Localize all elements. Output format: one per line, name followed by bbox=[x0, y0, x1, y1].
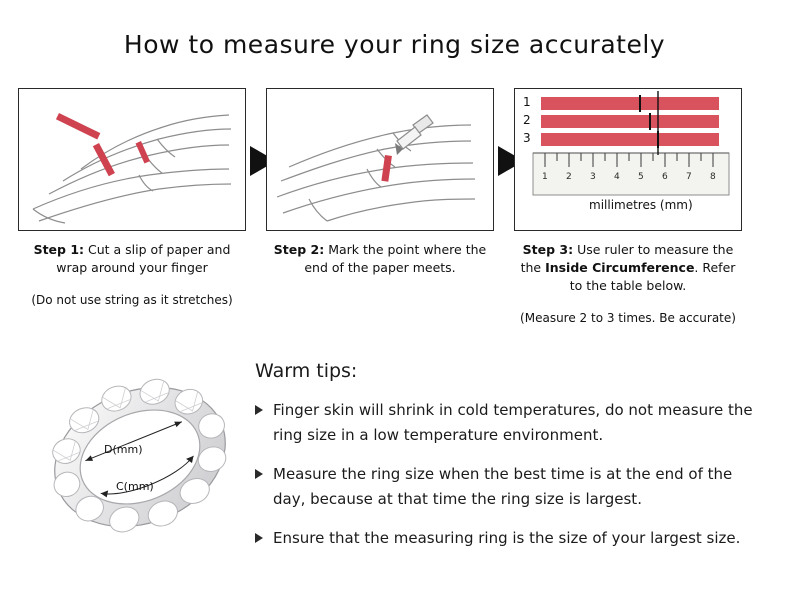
bullet-triangle-icon bbox=[255, 469, 263, 479]
step-3 bbox=[514, 88, 742, 325]
step-2-caption bbox=[266, 241, 494, 277]
bar-label-1: 1 bbox=[523, 95, 531, 109]
svg-text:7: 7 bbox=[686, 172, 692, 182]
tip-text-2: Measure the ring size when the best time is at the end of the day, because at that time the ring size is largest. bbox=[273, 465, 733, 508]
step-1-text: Cut a slip of paper and wrap around your finger bbox=[56, 242, 231, 275]
step-3-label: Step 3: bbox=[522, 242, 574, 257]
step-1-caption bbox=[18, 241, 246, 277]
ring-illustration bbox=[28, 352, 253, 567]
steps-row bbox=[18, 88, 770, 338]
svg-text:4: 4 bbox=[614, 172, 620, 182]
svg-text:5: 5 bbox=[638, 172, 644, 182]
step-1 bbox=[18, 88, 246, 307]
bar-label-3: 3 bbox=[523, 131, 531, 145]
tip-text-3: Ensure that the measuring ring is the size of your largest size. bbox=[273, 529, 741, 547]
step-3-text-c: . Refer to the table below. bbox=[569, 260, 736, 293]
step-3-text-a: Use ruler to measure the the bbox=[520, 242, 734, 275]
list-item bbox=[255, 398, 767, 448]
step-3-caption bbox=[514, 241, 742, 295]
hand-paper-strip-icon bbox=[19, 89, 245, 230]
ruler-measure-icon bbox=[515, 89, 741, 230]
step-3-illustration bbox=[514, 88, 742, 231]
warm-tips-heading: Warm tips: bbox=[255, 360, 358, 382]
hand-marking-pen-icon bbox=[267, 89, 493, 230]
svg-text:1: 1 bbox=[542, 172, 548, 182]
step-1-illustration bbox=[18, 88, 246, 231]
list-item bbox=[255, 462, 767, 512]
bullet-triangle-icon bbox=[255, 533, 263, 543]
bar-label-2: 2 bbox=[523, 113, 531, 127]
ring-circumference-label: C(mm) bbox=[116, 480, 154, 493]
step-1-note: (Do not use string as it stretches) bbox=[31, 293, 233, 307]
step-2-label: Step 2: bbox=[273, 242, 325, 257]
svg-text:8: 8 bbox=[710, 172, 716, 182]
eternity-ring-icon bbox=[28, 352, 253, 567]
ring-diameter-label: D(mm) bbox=[104, 443, 143, 456]
step-3-text-emphasis: Inside Circumference bbox=[545, 260, 695, 275]
step-2 bbox=[266, 88, 494, 277]
list-item bbox=[255, 526, 767, 551]
svg-text:6: 6 bbox=[662, 172, 668, 182]
step-1-label: Step 1: bbox=[33, 242, 85, 257]
warm-tips-section bbox=[255, 360, 767, 565]
page-title: How to measure your ring size accurately bbox=[123, 30, 666, 59]
svg-text:2: 2 bbox=[566, 172, 572, 182]
step-2-illustration bbox=[266, 88, 494, 231]
bullet-triangle-icon bbox=[255, 405, 263, 415]
svg-text:millimetres (mm): millimetres (mm) bbox=[589, 198, 693, 212]
step-2-text: Mark the point where the end of the paper meets. bbox=[304, 242, 487, 275]
svg-text:3: 3 bbox=[590, 172, 596, 182]
step-3-note: (Measure 2 to 3 times. Be accurate) bbox=[520, 311, 736, 325]
tip-text-1: Finger skin will shrink in cold temperatures, do not measure the ring size in a low temperature environment. bbox=[273, 401, 753, 444]
